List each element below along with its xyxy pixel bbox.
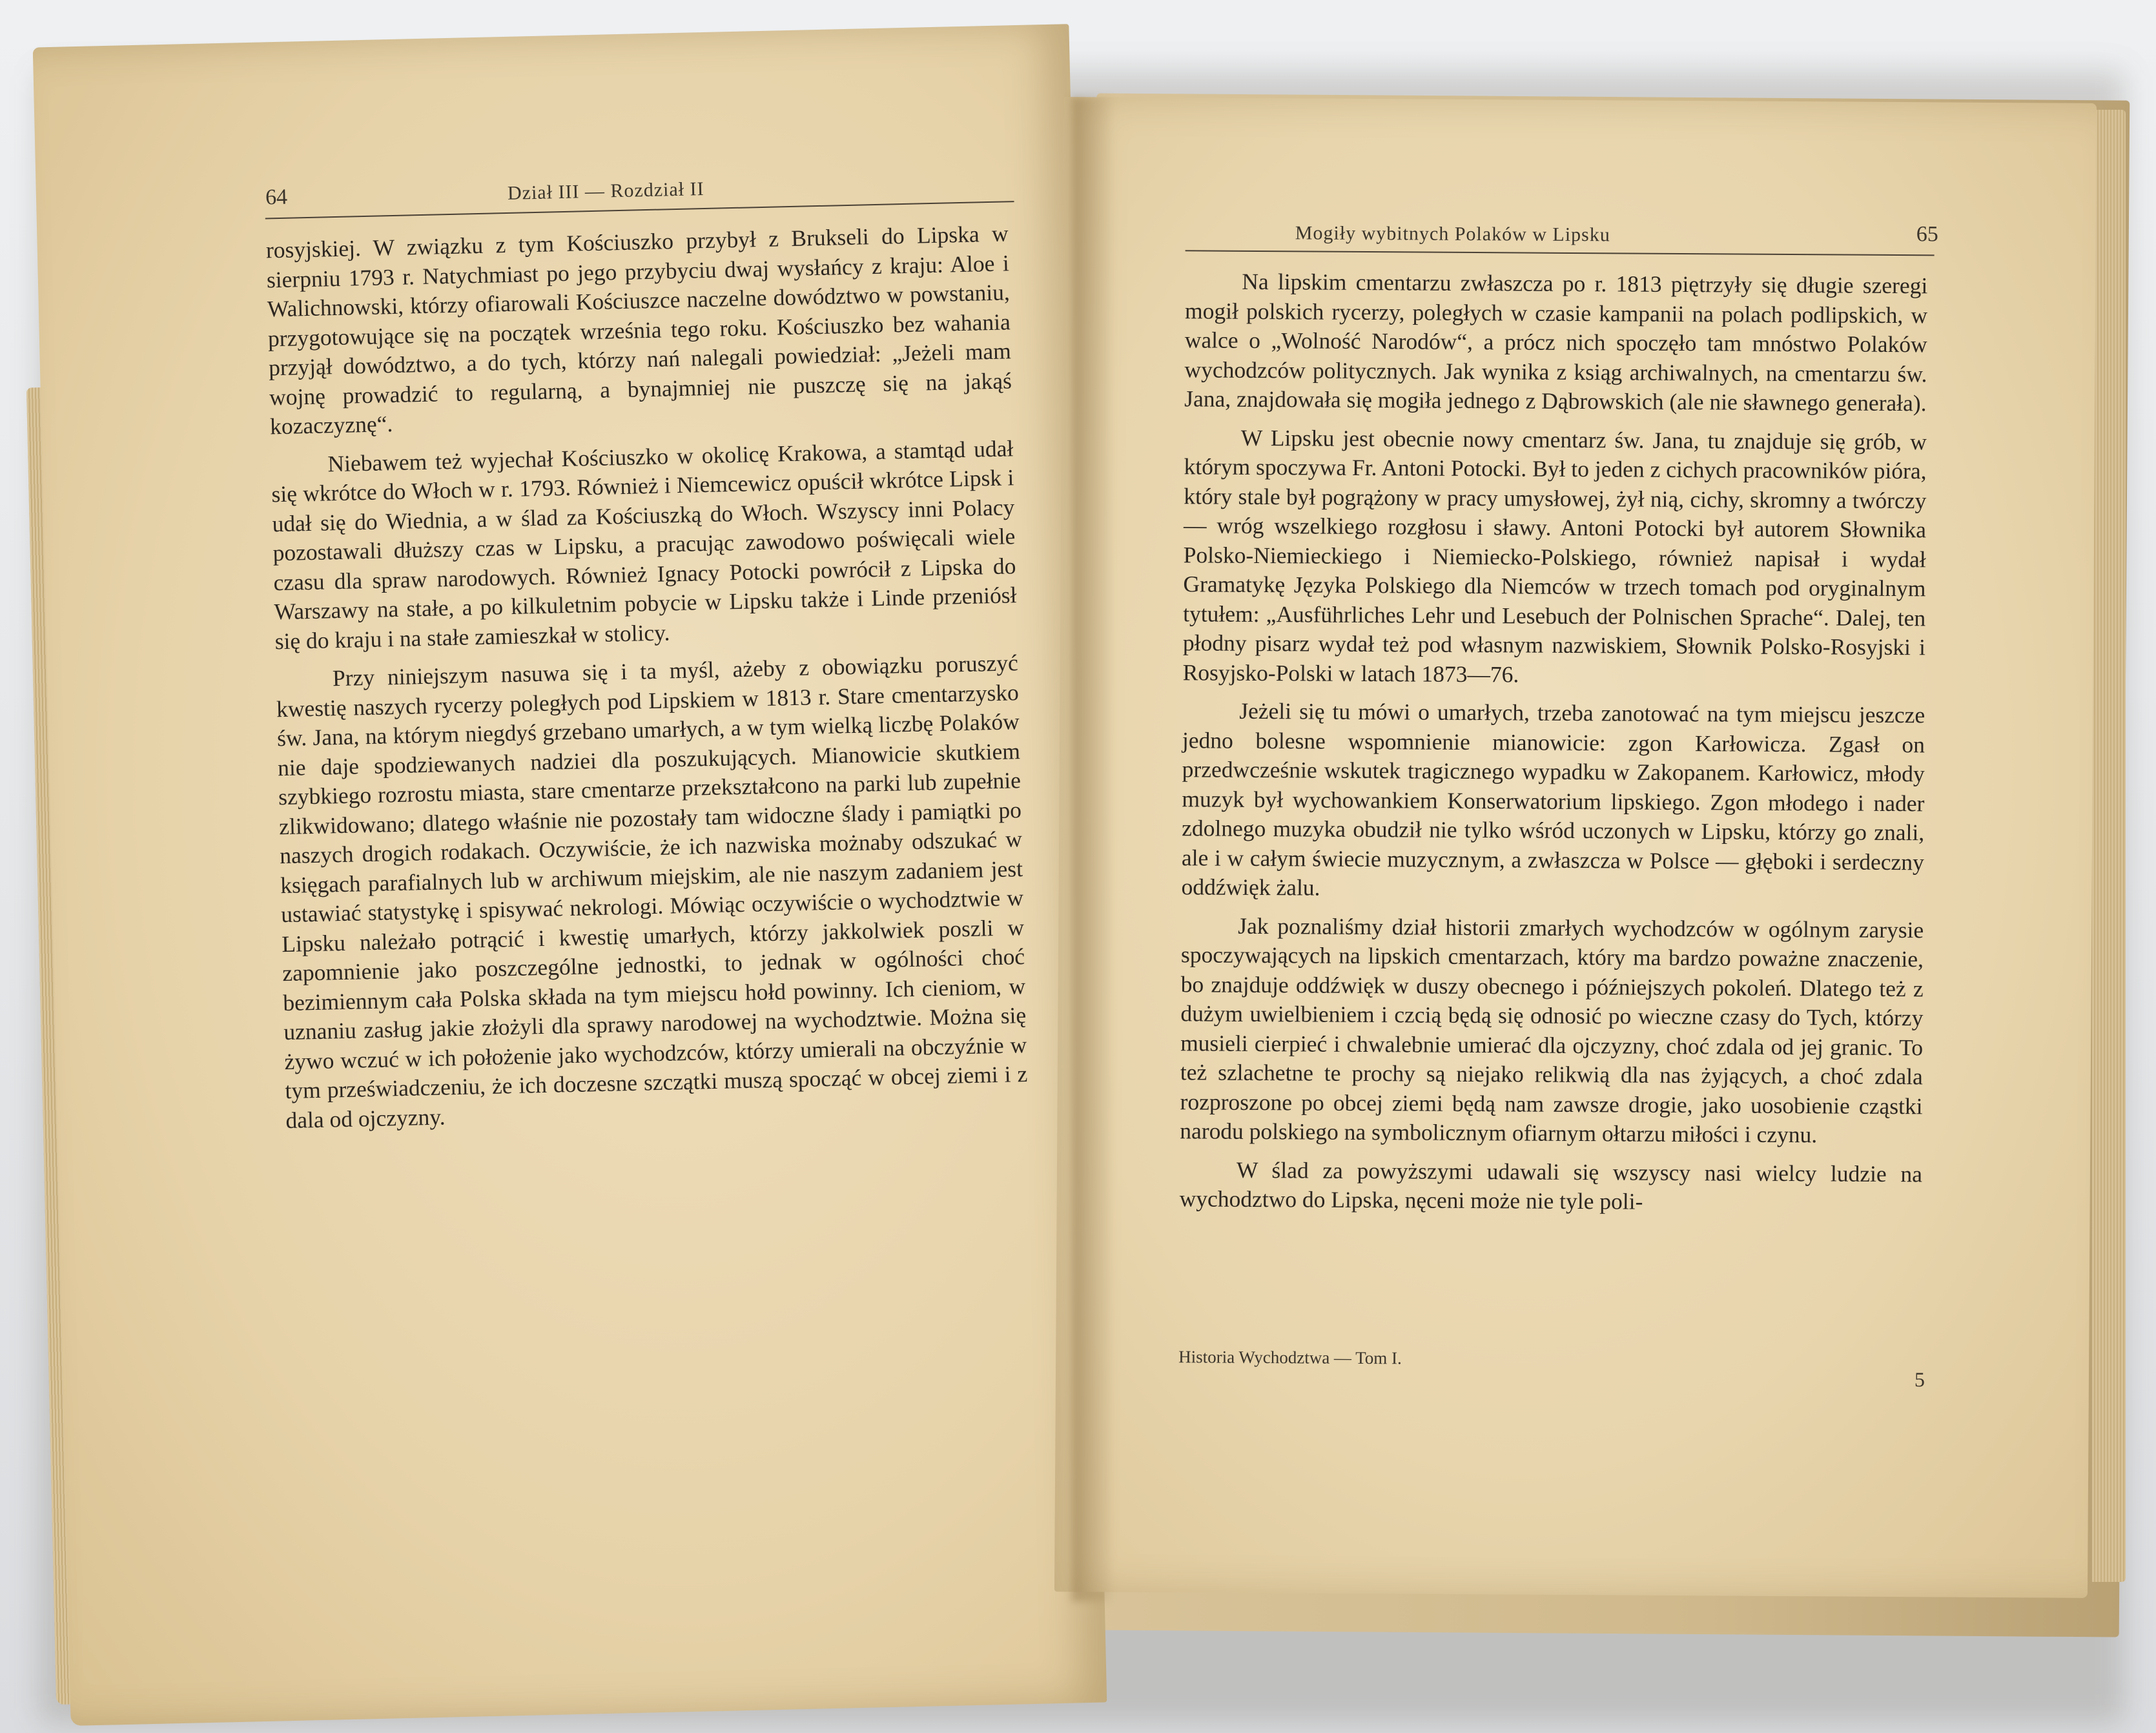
signature-mark: 5 xyxy=(1914,1368,1925,1391)
left-page-number: 64 xyxy=(265,185,288,210)
left-paragraph-1: rosyjskiej. W związku z tym Kościuszko przybył z Brukseli do Lipska w sierpniu 1793 r. Natychmiast po jego przybyciu dwaj wysłańcy z kraju: Aloe i Walichnowski, którzy ofiarowali Kościuszce naczelne dowództwo w powstaniu, przygotowujące się na początek września tego roku. Kościuszko bez wahania przyjął dowództwo, a do tych, którzy nań nalegali powiedział: „Jeżeli mam wojnę prowadzić to regularną, a bynajmniej nie puszczę się na jakąś kozaczyznę“. xyxy=(265,220,1012,440)
left-text-block xyxy=(265,219,1028,1135)
left-page xyxy=(33,24,1107,1726)
right-paragraph-1: Na lipskim cmentarzu zwłaszcza po r. 1813 piętrzyły się długie szeregi mogił polskich rycerzy, poległych w czasie kampanii na polach podlipskich, w walce o „Wolność Narodów“, a prócz nich spoczęło tam mnóstwo Polaków wychodzców politycznych. Jak wynika z ksiąg archiwalnych, na cmentarzu św. Jana, znajdowała się mogiła jednego z Dąbrowskich (ale nie sławnego generała). xyxy=(1184,268,1928,416)
right-paragraph-5: W ślad za powyższymi udawali się wszyscy nasi wielcy ludzie na wychodztwo do Lipska, nęceni może nie tyle poli- xyxy=(1179,1156,1923,1215)
left-paragraph-2: Niebawem też wyjechał Kościuszko w okolicę Krakowa, a stamtąd udał się wkrótce do Włoch w r. 1793. Również i Niemcewicz opuścił wkrótce Lipsk i udał się do Wiednia, a w ślad za Kościuszką do Włoch. Wszyscy inni Polacy pozostawali dłuższy czas w Lipsku, a pracując zawodowo poświęcali wiele czasu dla spraw narodowych. Również Ignacy Potocki powrócił z Lipska do Warszawy na stałe, a po kilkuletnim pobycie w Lipsku także i Linde przeniósł się do kraju i na stałe zamieszkał w stolicy. xyxy=(271,435,1017,654)
right-page-footer: Historia Wychodztwa — Tom I. xyxy=(1178,1347,1402,1368)
right-page xyxy=(1054,97,2097,1598)
right-page-number: 65 xyxy=(1916,222,1938,247)
left-paragraph-3: Przy niniejszym nasuwa się i ta myśl, ażeby z obowiązku poruszyć kwestię naszych rycerzy poległych pod Lipskiem w 1813 r. Stare cmentarzysko św. Jana, na którym niegdyś grzebano umarłych, a w tym wielką liczbę Polaków nie daje spodziewanych nadziei dla poszukujących. Mianowicie skutkiem szybkiego rozrostu miasta, stare cmentarze przekształcono na parki lub zupełnie zlikwidowano; dlatego właśnie nie pozostały tam widoczne ślady i pamiątki po naszych drogich rodakach. Oczywiście, że ich nazwiska możnaby odszukać w księgach parafialnych lub w archiwum miejskim, ale nie naszym zadaniem jest ustawiać statystykę i spisywać nekrologi. Mówiąc oczywiście o wychodztwie w Lipsku należało potrącić i kwestię umarłych, którzy jakkolwiek poszli w zapomnienie jako poszczególne jednostki, to jednak w ogólności choć bezimiennym cała Polska składa na tym miejscu hołd powinny. Ich cieniom, w uznaniu zasług jakie złożyli dla sprawy narodowej na wychodztwie. Można się żywo wczuć w ich położenie jako wychodzców, którzy umierali na obczyźnie w tym przeświadczeniu, że ich doczesne szczątki muszą spocząć w obcej ziemi i z dala od ojczyzny. xyxy=(276,650,1028,1133)
left-running-head: Dział III — Rozdział II xyxy=(507,178,704,204)
book-gutter xyxy=(1072,97,1111,1601)
right-paragraph-3: Jeżeli się tu mówi o umarłych, trzeba zanotować na tym miejscu jeszcze jedno bolesne wspomnienie mianowicie: zgon Karłowicza. Zgasł on przedwcześnie wskutek tragicznego wypadku w Zakopanem. Karłowicz, młody muzyk był wychowankiem Konserwatorium lipskiego. Zgon młodego i nader zdolnego muzyka obudził nie tylko wśród uczonych w Lipsku, którzy go znali, ale i w całym świecie muzycznym, a zwłaszcza w Polsce — głęboki i serdeczny oddźwięk żalu. xyxy=(1181,697,1925,901)
right-page-edges xyxy=(2092,110,2126,1582)
right-head-rule xyxy=(1186,250,1935,256)
right-text-block xyxy=(1180,267,1928,1218)
left-head-rule xyxy=(265,201,1014,219)
right-paragraph-4: Jak poznaliśmy dział historii zmarłych wychodzców w ogólnym zarysie spoczywających na lipskich cmentarzach, który ma bardzo poważne znaczenie, bo znajduje oddźwięk w duszy obecnego i późniejszych pokoleń. Dlatego też z dużym uwielbieniem i czcią będą się odnosić po wieczne czasy do Tych, którzy musieli cierpieć i chwalebnie umierać dla ojczyzny, choć zdala od jej granic. To też szlachetne te prochy są niejako relikwią dla nas żyjących, a choć zdala rozproszone po obcej ziemi będą nam zawsze drogie, jako uosobienie cząstki narodu polskiego na symbolicznym ofiarnym ołtarzu miłości i czynu. xyxy=(1180,912,1924,1148)
right-paragraph-2: W Lipsku jest obecnie nowy cmentarz św. Jana, tu znajduje się grób, w którym spoczywa Fr. Antoni Potocki. Był to jeden z cichych pracowników pióra, który stale był pogrążony w pracy umysłowej, żył nią, cichy, skromny a twórczy — wróg wszelkiego rozgłosu i sławy. Antoni Potocki był autorem Słownika Polsko-Niemieckiego i Niemiecko-Polskiego, również napisał i wydał Gramatykę Języka Polskiego dla Niemców w trzech tomach pod oryginalnym tytułem: „Ausführliches Lehr und Lesebuch der Polnischen Sprache“. Dalej, ten płodny pisarz wydał też pod własnym nazwiskiem, Słownik Polsko-Rosyjski i Rosyjsko-Polski w latach 1873—76. xyxy=(1182,424,1927,687)
right-running-head: Mogiły wybitnych Polaków w Lipsku xyxy=(1295,222,1610,246)
